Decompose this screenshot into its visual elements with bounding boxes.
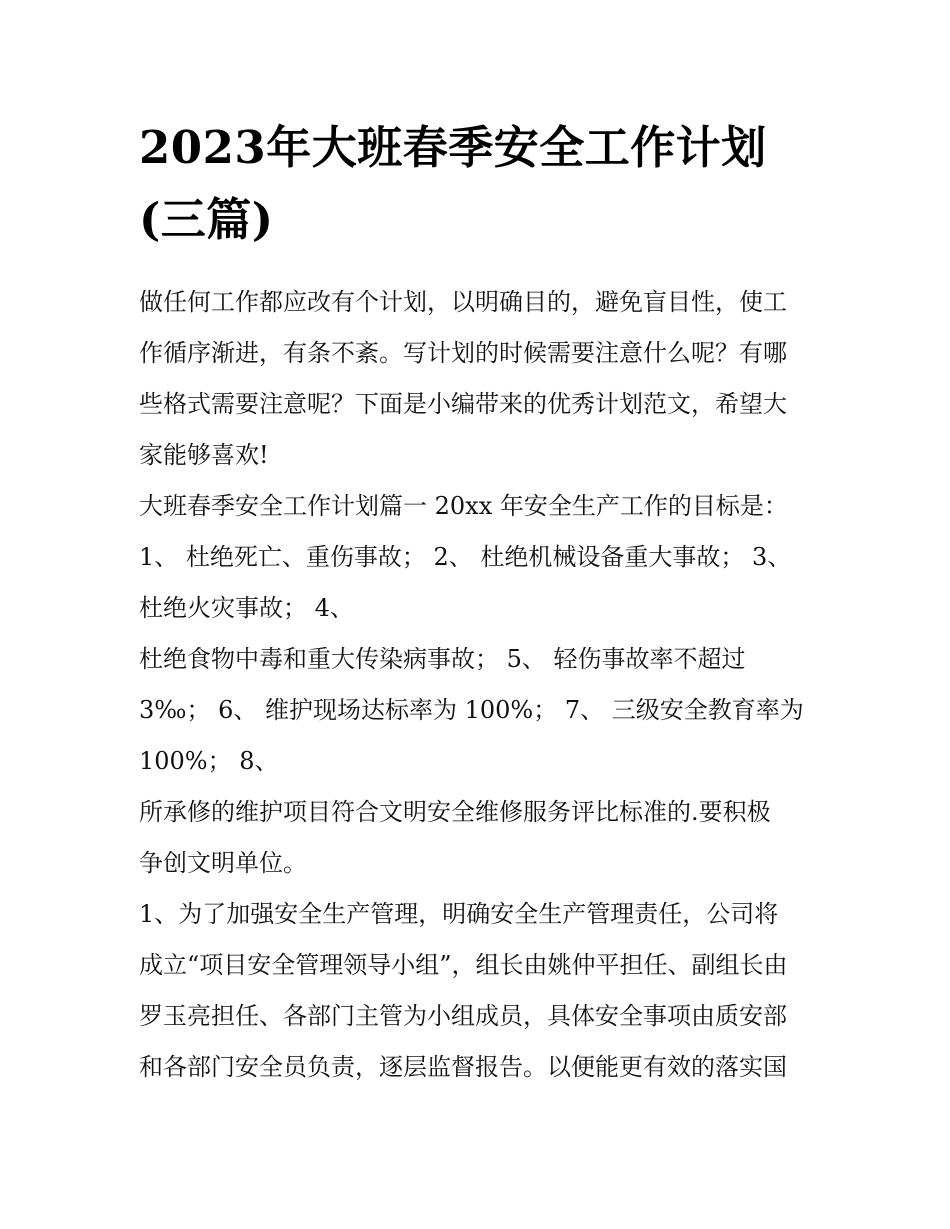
body-line-9: 3‰； 6、 维护现场达标率为 100%； 7、 三级安全教育率为 [139,696,804,724]
body-line-16: 和各部门安全员负责，逐层监督报告。以便能更有效的落实国 [139,1053,787,1081]
body-line-14: 成立“项目安全管理领导小组”，组长由姚仲平担任、副组长由 [139,951,788,979]
body-line-11: 所承修的维护项目符合文明安全维修服务评比标准的.要积极 [139,798,771,826]
body-line-4: 家能够喜欢! [139,441,269,469]
body-line-13: 1、为了加强安全生产管理，明确安全生产管理责任，公司将 [139,900,779,928]
document-body [139,280,829,1096]
body-line-12: 争创文明单位。 [139,849,307,877]
body-line-8: 杜绝食物中毒和重大传染病事故； 5、 轻伤事故率不超过 [139,645,746,673]
body-line-6: 1、 杜绝死亡、重伤事故； 2、 杜绝机械设备重大事故； 3、 [139,543,792,571]
title-line-2: (三篇) [139,193,274,246]
document-title [139,112,819,256]
body-line-15: 罗玉亮担任、各部门主管为小组成员，具体安全事项由质安部 [139,1002,787,1030]
body-line-1: 做任何工作都应改有个计划，以明确目的，避免盲目性，使工 [139,288,787,316]
title-line-1: 2023年大班春季安全工作计划 [139,121,767,174]
body-line-10: 100%； 8、 [139,747,279,775]
body-line-2: 作循序渐进，有条不紊。写计划的时候需要注意什么呢？有哪 [139,339,787,367]
body-line-3: 些格式需要注意呢？下面是小编带来的优秀计划范文，希望大 [139,390,787,418]
body-line-5: 大班春季安全工作计划篇一 20xx 年安全生产工作的目标是： [139,492,788,520]
body-line-7: 杜绝火灾事故； 4、 [139,594,354,622]
